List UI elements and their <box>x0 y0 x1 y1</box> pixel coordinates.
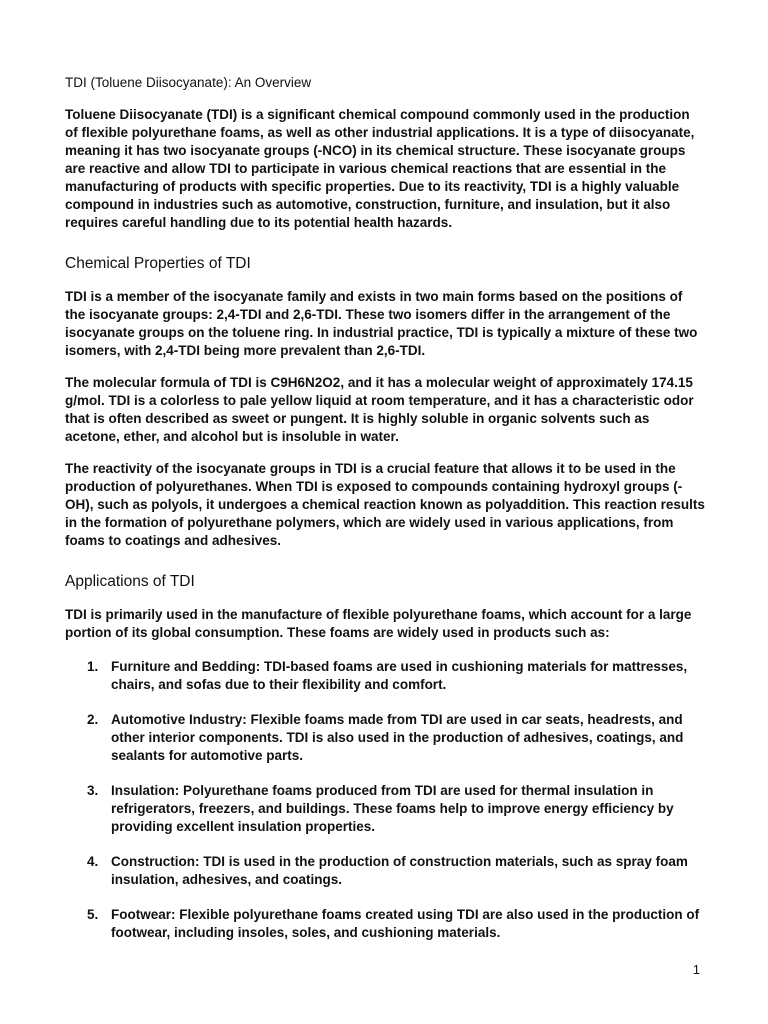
intro-paragraph: Toluene Diisocyanate (TDI) is a significant chemical compound commonly used in the production of flexible polyurethane foams, as well as other industrial applications. It is a type of diisocyanate, meaning it has two isocyanate groups (-NCO) in its chemical structure. These isocyanate groups are reactive and allow TDI to participate in various chemical reactions that are essential in the manufacturing of products with specific properties. Due to its reactivity, TDI is a highly valuable compound in industries such as automotive, construction, furniture, and insulation, but it also requires careful handling due to its potential health hazards. <box>65 107 695 230</box>
list-item <box>65 782 705 836</box>
list-item-number: 1. <box>87 659 99 674</box>
document-page <box>65 74 705 959</box>
list-item-number: 3. <box>87 783 99 798</box>
chemical-properties-paragraph: The reactivity of the isocyanate groups in TDI is a crucial feature that allows it to be used in the production of polyurethanes. When TDI is exposed to compounds containing hydroxyl groups (-OH), such as polyols, it undergoes a chemical reaction known as polyaddition. This reaction results in the formation of polyurethane polymers, which are widely used in various applications, from foams to coatings and adhesives. <box>65 461 705 548</box>
chemical-properties-paragraph: The molecular formula of TDI is C9H6N2O2, and it has a molecular weight of approximately 174.15 g/mol. TDI is a colorless to pale yellow liquid at room temperature, and it has a characteristic odor that is often described as sweet or pungent. It is highly soluble in organic solvents such as acetone, ether, and alcohol but is insoluble in water. <box>65 375 694 444</box>
list-item-number: 4. <box>87 854 99 869</box>
list-item-text: Insulation: Polyurethane foams produced from TDI are used for thermal insulation in refrigerators, freezers, and buildings. These foams help to improve energy efficiency by providing excellent insulation properties. <box>111 783 674 834</box>
list-item-text: Construction: TDI is used in the production of construction materials, such as spray foam insulation, adhesives, and coatings. <box>111 854 688 887</box>
page-number: 1 <box>692 962 700 977</box>
applications-intro: TDI is primarily used in the manufacture of flexible polyurethane foams, which account for a large portion of its global consumption. These foams are widely used in products such as: <box>65 607 692 640</box>
list-item-text: Automotive Industry: Flexible foams made from TDI are used in car seats, headrests, and other interior components. TDI is also used in the production of adhesives, coatings, and sealants for automotive parts. <box>111 712 684 763</box>
document-title: TDI (Toluene Diisocyanate): An Overview <box>65 75 312 90</box>
list-item-text: Furniture and Bedding: TDI-based foams are used in cushioning materials for mattresses, chairs, and sofas due to their flexibility and comfort. <box>111 659 688 692</box>
list-item <box>65 658 705 694</box>
list-item <box>65 906 705 942</box>
applications-list <box>65 658 705 942</box>
list-item-number: 5. <box>87 907 99 922</box>
applications-heading: Applications of TDI <box>65 573 195 590</box>
list-item-number: 2. <box>87 712 99 727</box>
chemical-properties-paragraph: TDI is a member of the isocyanate family and exists in two main forms based on the positions of the isocyanate groups: 2,4-TDI and 2,6-TDI. These two isomers differ in the arrangement of the isocyanate groups on the toluene ring. In industrial practice, TDI is typically a mixture of these two isomers, with 2,4-TDI being more prevalent than 2,6-TDI. <box>65 289 698 358</box>
chemical-properties-heading: Chemical Properties of TDI <box>65 255 251 272</box>
list-item <box>65 711 705 765</box>
list-item-text: Footwear: Flexible polyurethane foams created using TDI are also used in the production of footwear, including insoles, soles, and cushioning materials. <box>111 907 700 940</box>
list-item <box>65 853 705 889</box>
